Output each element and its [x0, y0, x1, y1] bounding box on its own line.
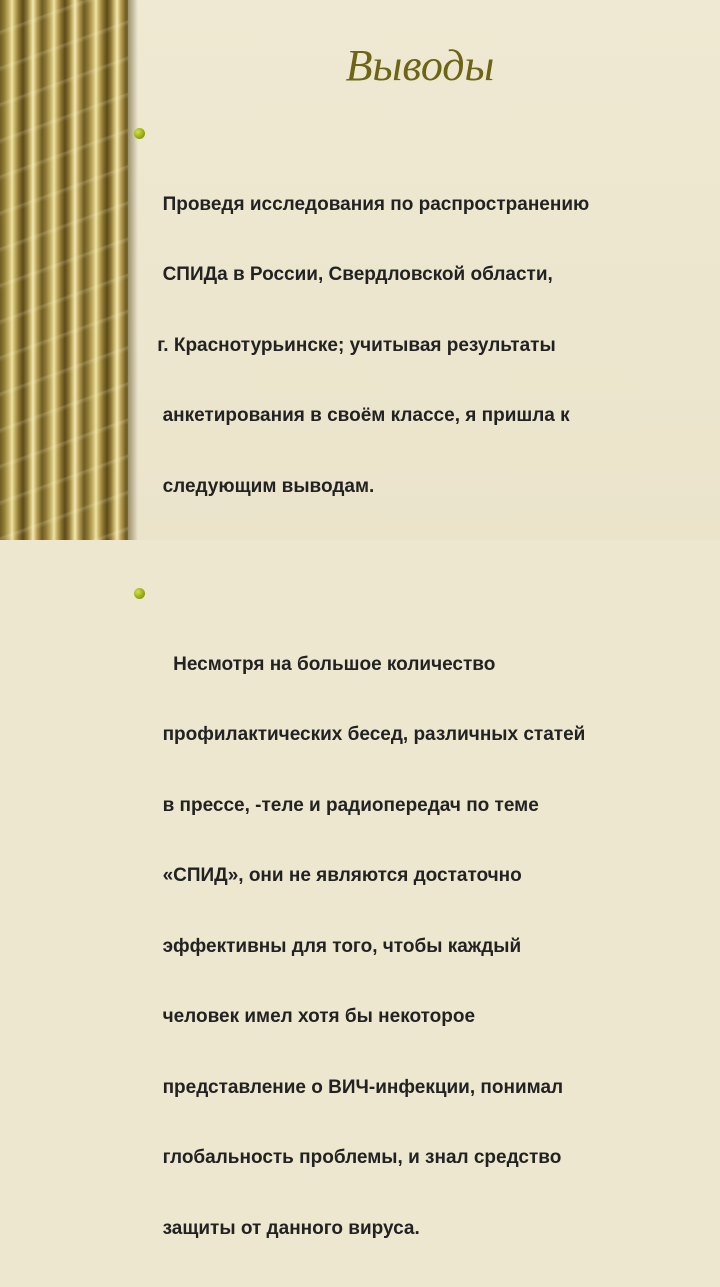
bullet-list — [140, 122, 700, 1287]
bullet-line: профилактических бесед, различных статей — [152, 724, 586, 745]
bullet-item-1 — [140, 122, 700, 545]
gold-curtain-decoration — [0, 0, 128, 540]
bullet-line: Несмотря на большое количество — [152, 653, 496, 675]
bullet-line: «СПИД», они не являются достаточно — [152, 865, 522, 886]
bullet-line: Проведя исследования по распространению — [152, 193, 590, 215]
bullet-dot-icon — [134, 128, 145, 139]
bullet-line: анкетирования в своём классе, я пришла к — [152, 405, 570, 426]
bullet-line: следующим выводам. — [152, 475, 375, 497]
bullet-dot-icon — [134, 588, 145, 599]
bullet-line: человек имел хотя бы некоторое — [152, 1006, 476, 1027]
bullet-line: г. Краснотурьинске; учитывая результаты — [152, 334, 556, 356]
bullet-item-2 — [140, 582, 700, 1287]
bullet-line: эффективны для того, чтобы каждый — [152, 935, 522, 957]
curtain-shadow — [128, 0, 138, 540]
bullet-line: представление о ВИЧ-инфекции, понимал — [152, 1076, 564, 1098]
bullet-line: глобальность проблемы, и знал средство — [152, 1147, 562, 1168]
bullet-line: защиты от данного вируса. — [152, 1217, 420, 1239]
bullet-line: СПИДа в России, Свердловской области, — [152, 264, 553, 285]
slide-title: Выводы — [345, 41, 495, 90]
bullet-line: в прессе, -теле и радиопередач по теме — [152, 794, 539, 816]
